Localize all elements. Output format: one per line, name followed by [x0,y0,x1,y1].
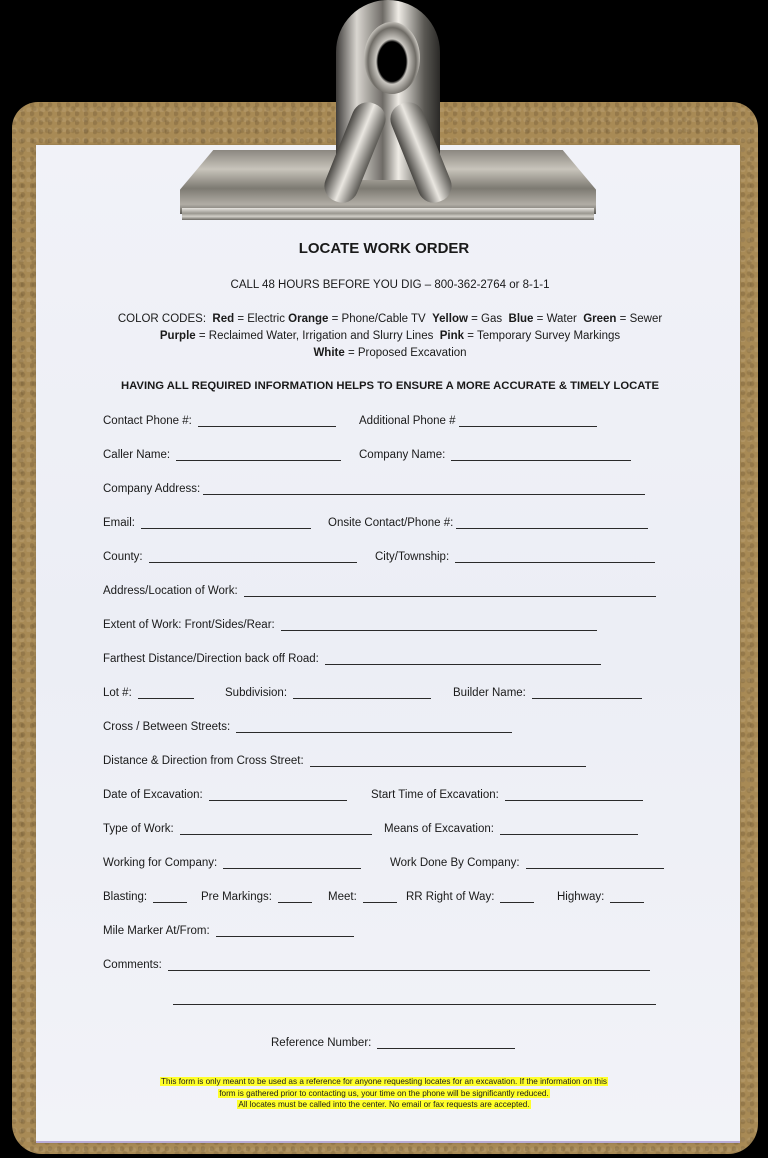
cross-streets-field[interactable] [103,720,512,733]
date-of-excavation-input[interactable] [209,788,347,801]
work-done-by-label: Work Done By Company: [390,857,520,869]
company-name-field[interactable] [359,448,631,461]
subdivision-input[interactable] [293,686,431,699]
extent-of-work-input[interactable] [281,618,597,631]
farthest-distance-label: Farthest Distance/Direction back off Road: [103,653,319,665]
color-purple: Purple [159,330,196,342]
color-codes-line-3 [0,347,768,359]
additional-phone-label: Additional Phone # [359,415,456,427]
builder-name-field[interactable] [453,686,642,699]
start-time-input[interactable] [505,788,643,801]
lot-field[interactable] [103,686,194,699]
type-of-work-field[interactable] [103,822,372,835]
city-township-label: City/Township: [375,551,450,563]
highway-input[interactable] [610,890,644,903]
email-field[interactable] [103,516,311,529]
farthest-distance-field[interactable] [103,652,601,665]
color-blue-meaning: = Water [536,313,577,325]
pre-markings-field[interactable] [201,890,312,903]
color-green-meaning: = Sewer [619,313,663,325]
comments-input-line-1[interactable] [168,958,650,971]
work-done-by-field[interactable] [390,856,664,869]
color-blue: Blue [508,313,534,325]
color-red: Red [212,313,235,325]
company-address-field[interactable] [103,482,645,495]
notice-line-1: This form is only meant to be used as a reference for anyone requesting locates for an excavation. If the information on this [160,1077,607,1086]
additional-phone-field[interactable] [359,414,597,427]
distance-direction-input[interactable] [310,754,586,767]
builder-name-label: Builder Name: [453,687,526,699]
company-name-label: Company Name: [359,449,446,461]
work-done-by-input[interactable] [526,856,664,869]
meet-field[interactable] [328,890,397,903]
caller-name-input[interactable] [176,448,341,461]
distance-direction-field[interactable] [103,754,586,767]
working-for-company-field[interactable] [103,856,361,869]
company-name-input[interactable] [451,448,631,461]
color-purple-meaning: = Reclaimed Water, Irrigation and Slurry Lines [198,330,434,342]
blasting-input[interactable] [153,890,187,903]
color-codes-line-1 [0,313,768,325]
start-time-field[interactable] [371,788,643,801]
color-green: Green [583,313,617,325]
means-of-excavation-label: Means of Excavation: [384,823,494,835]
color-codes-line-2 [0,330,768,342]
color-red-meaning: = Electric [237,313,285,325]
lot-label: Lot #: [103,687,132,699]
caller-name-label: Caller Name: [103,449,171,461]
county-field[interactable] [103,550,357,563]
distance-direction-label: Distance & Direction from Cross Street: [103,755,304,767]
builder-name-input[interactable] [532,686,642,699]
color-white-meaning: = Proposed Excavation [347,347,467,359]
reference-number-label: Reference Number: [271,1037,372,1049]
county-input[interactable] [149,550,357,563]
blasting-label: Blasting: [103,891,148,903]
comments-field[interactable] [103,958,650,971]
date-of-excavation-field[interactable] [103,788,347,801]
pre-markings-input[interactable] [278,890,312,903]
lot-input[interactable] [138,686,194,699]
company-address-input[interactable] [203,482,645,495]
working-for-company-input[interactable] [223,856,361,869]
caller-name-field[interactable] [103,448,341,461]
comments-input-line-2[interactable] [173,992,656,1005]
means-of-excavation-input[interactable] [500,822,638,835]
highway-field[interactable] [557,890,644,903]
pre-markings-label: Pre Markings: [201,891,272,903]
blasting-field[interactable] [103,890,187,903]
working-for-company-label: Working for Company: [103,857,218,869]
email-input[interactable] [141,516,311,529]
page-title: LOCATE WORK ORDER [298,240,470,257]
subdivision-label: Subdivision: [225,687,288,699]
date-of-excavation-label: Date of Excavation: [103,789,203,801]
county-label: County: [103,551,143,563]
color-pink-meaning: = Temporary Survey Markings [467,330,621,342]
color-codes-prefix: COLOR CODES: [117,313,207,325]
city-township-field[interactable] [375,550,655,563]
color-yellow: Yellow [432,313,468,325]
color-yellow-meaning: = Gas [471,313,503,325]
mile-marker-label: Mile Marker At/From: [103,925,210,937]
contact-phone-input[interactable] [198,414,336,427]
meet-label: Meet: [328,891,357,903]
city-township-input[interactable] [455,550,655,563]
contact-phone-label: Contact Phone #: [103,415,192,427]
comments-label: Comments: [103,959,162,971]
onsite-contact-label: Onsite Contact/Phone #: [328,517,454,529]
reference-number-field[interactable] [271,1036,515,1049]
rr-right-of-way-field[interactable] [406,890,534,903]
contact-phone-field[interactable] [103,414,336,427]
company-address-label: Company Address: [103,483,201,495]
type-of-work-label: Type of Work: [103,823,174,835]
notice-line-3: All locates must be called into the center. No email or fax requests are accepted. [238,1100,530,1109]
address-location-label: Address/Location of Work: [103,585,238,597]
call-line: CALL 48 HOURS BEFORE YOU DIG – 800-362-2764 or 8-1-1 [230,279,550,291]
color-white: White [313,347,345,359]
extent-of-work-label: Extent of Work: Front/Sides/Rear: [103,619,275,631]
color-orange: Orange [288,313,329,325]
additional-phone-input[interactable] [459,414,597,427]
notice-line-2: form is gathered prior to contacting us, your time on the phone will be significantly reduced. [219,1088,549,1098]
cross-streets-label: Cross / Between Streets: [103,721,231,733]
reference-number-input[interactable] [377,1036,515,1049]
onsite-contact-input[interactable] [456,516,648,529]
address-location-input[interactable] [244,584,656,597]
highway-label: Highway: [557,891,605,903]
rr-right-of-way-label: RR Right of Way: [406,891,495,903]
cross-streets-input[interactable] [236,720,512,733]
meet-input[interactable] [363,890,397,903]
color-pink: Pink [439,330,465,342]
mile-marker-input[interactable] [216,924,354,937]
extent-of-work-field[interactable] [103,618,597,631]
start-time-label: Start Time of Excavation: [371,789,499,801]
mile-marker-field[interactable] [103,924,354,937]
means-of-excavation-field[interactable] [384,822,638,835]
instruction-heading: HAVING ALL REQUIRED INFORMATION HELPS TO ENSURE A MORE ACCURATE & TIMELY LOCATE [120,380,660,392]
highlighted-notice [0,1076,768,1111]
color-orange-meaning: = Phone/Cable TV [331,313,426,325]
subdivision-field[interactable] [225,686,431,699]
email-label: Email: [103,517,135,529]
address-location-field[interactable] [103,584,656,597]
rr-right-of-way-input[interactable] [500,890,534,903]
type-of-work-input[interactable] [180,822,372,835]
onsite-contact-field[interactable] [328,516,648,529]
farthest-distance-input[interactable] [325,652,601,665]
